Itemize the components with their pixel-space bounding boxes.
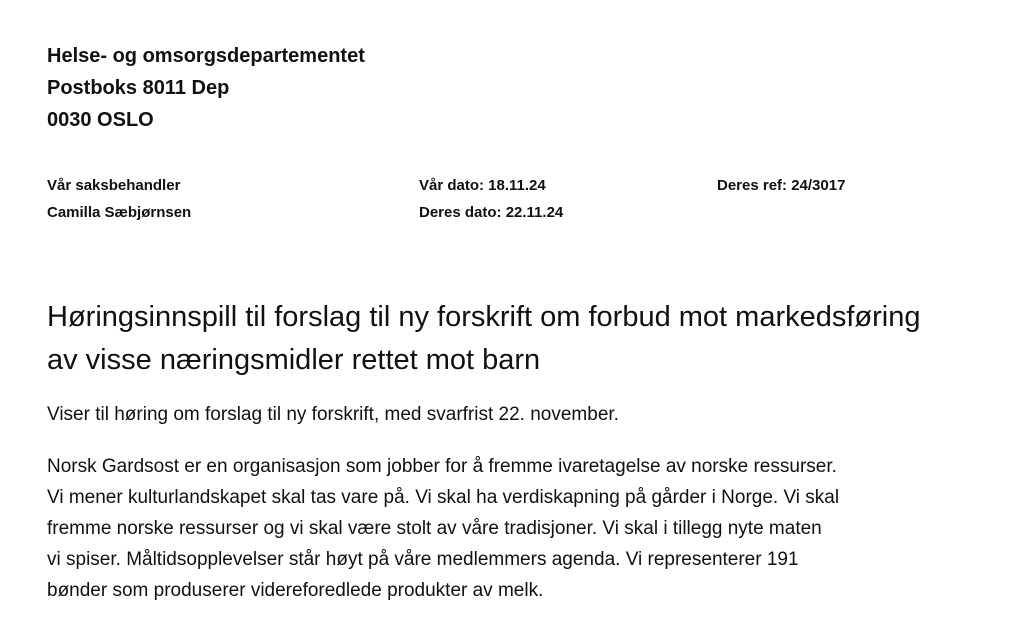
case-handler-label: Vår saksbehandler [47, 177, 181, 194]
our-date: Vår dato: 18.11.24 [419, 177, 546, 194]
their-reference: Deres ref: 24/3017 [717, 177, 846, 194]
letter-title [47, 296, 1007, 382]
title-line: Høringsinnspill til forslag til ny forskrift om forbud mot markedsføring [47, 301, 921, 333]
body-line: vi spiser. Måltidsopplevelser står høyt på våre medlemmers agenda. Vi representerer 191 [47, 549, 799, 570]
case-handler-block [47, 172, 191, 226]
body-line: Vi mener kulturlandskapet skal tas vare på. Vi skal ha verdiskapning på gårder i Norge. Vi skal [47, 487, 840, 508]
intro-paragraph: Viser til høring om forslag til ny forskrift, med svarfrist 22. november. [47, 404, 619, 425]
case-handler-name: Camilla Sæbjørnsen [47, 204, 192, 221]
title-line: av visse næringsmidler rettet mot barn [47, 344, 541, 376]
body-line: fremme norske ressurser og vi skal være stolt av våre tradisjoner. Vi skal i tillegg nyte maten [47, 518, 822, 539]
dates-block [419, 172, 563, 226]
recipient-name: Helse- og omsorgsdepartementet [47, 45, 365, 67]
recipient-postal-code: 0030 OSLO [47, 109, 154, 131]
body-paragraph [47, 451, 1007, 606]
recipient-address [47, 40, 365, 136]
body-line: Norsk Gardsost er en organisasjon som jobber for å fremme ivaretagelse av norske ressurser. [47, 456, 837, 477]
recipient-postbox: Postboks 8011 Dep [47, 77, 230, 99]
body-line: bønder som produserer videreforedlede produkter av melk. [47, 580, 544, 601]
reference-block [717, 172, 845, 199]
their-date: Deres dato: 22.11.24 [419, 204, 564, 221]
